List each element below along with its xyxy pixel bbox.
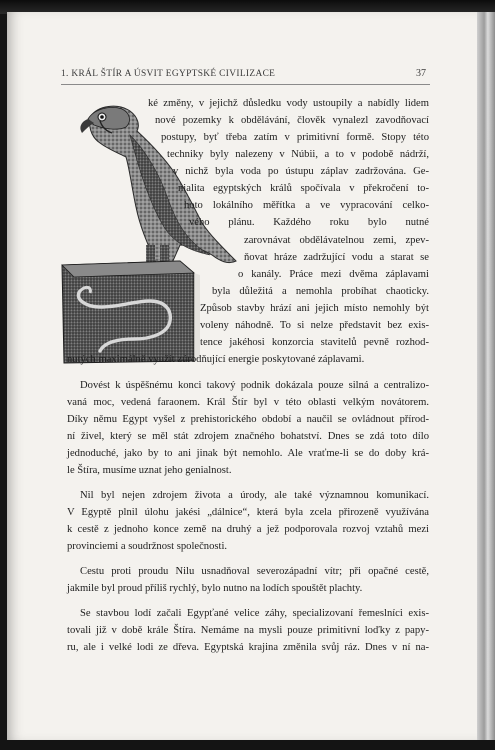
text-line: Cestu proti proudu Nilu usnadňoval severozápadní vítr; při opačné cestě, bbox=[80, 566, 429, 577]
text-line: nutých maximálně využít zúrodňující energie poskytované záplavami. bbox=[67, 354, 365, 365]
text-line: nové pozemky k obdělávání, člověk vynalezl zavodňovací bbox=[155, 115, 429, 126]
text-line: tovali již v době krále Štíra. Nemáme na mysli pouze primitivní loďky z papy- bbox=[67, 625, 429, 636]
header-rule bbox=[61, 84, 430, 85]
text-line: techniky byly nalezeny v Núbii, a to v podobě nádrží, bbox=[167, 149, 429, 160]
text-line: Se stavbou lodí začali Egypťané velice záhy, specializovaní řemeslníci exis- bbox=[80, 608, 429, 619]
text-line: Díky němu Egypt vyšel z prehistorického období a naučil se ovládnout přírod- bbox=[67, 414, 429, 425]
text-line: k cestě z jednoho konce země na druhý a jež podporovala rozvoj vztahů mezi bbox=[67, 524, 429, 535]
text-line: jakmile byl proud příliš rychlý, bylo nutno na lodích spouštět plachty. bbox=[67, 583, 363, 594]
text-line: jednoduché, jako by to ani jinak být nemohlo. Ale vraťme-li se do doby krá- bbox=[67, 448, 429, 459]
text-line: o kanály. Práce mezi dvěma záplavami bbox=[238, 269, 429, 280]
page-number: 37 bbox=[416, 68, 426, 79]
text-line: ké změny, v jejichž důsledku vody ustoupily a nabídly lidem bbox=[148, 98, 429, 109]
running-header-title: 1. KRÁL ŠTÍR A ÚSVIT EGYPTSKÉ CIVILIZACE bbox=[61, 69, 276, 79]
text-line: Způsob stavby hrází ani jejich místo nemohly být bbox=[200, 303, 429, 314]
text-line: le Štíra, musíme uznat jeho genialnost. bbox=[67, 465, 232, 476]
text-line: zarovnávat obdělávatelnou zemi, zpev- bbox=[244, 235, 429, 246]
text-line: ní živel, který se měl stát zdrojem značného bohatství. Dnes se zdá toto dílo bbox=[67, 431, 429, 442]
text-line: ňovat hráze zadržující vodu a starat se bbox=[244, 252, 429, 263]
text-line: vého plánu. Každého roku bylo nutné bbox=[189, 217, 429, 228]
text-line: hoto lokálního měřítka a ve vypracování celko- bbox=[184, 200, 429, 211]
text-line: tence jakéhosi konzorcia stavitelů pevně rozhod- bbox=[200, 337, 429, 348]
text-line: V Egyptě plnil úlohu jakési „dálnice“, která byla zcela přirozeně využívána bbox=[67, 507, 429, 518]
page-edge-stack bbox=[477, 12, 495, 740]
text-line: Dovést k úspěšnému konci takový podnik dokázala pouze silná a centralizo- bbox=[80, 380, 429, 391]
text-line: provinciemi a soudržnost společnosti. bbox=[67, 541, 228, 552]
text-line: vaná moc, vedená faraonem. Král Štír byl v této oblasti velkým novátorem. bbox=[67, 397, 429, 408]
text-line: postupy, byť třeba zatím v primitivní formě. Stopy této bbox=[161, 132, 429, 143]
text-line: nialita egyptských králů spočívala v překročení to- bbox=[178, 183, 429, 194]
text-line: voleny náhodně. To si nelze představit bez exis- bbox=[200, 320, 429, 331]
text-line: byla důležitá a nemohla probíhat chaoticky. bbox=[212, 286, 429, 297]
text-line: Nil byl nejen zdrojem života a úrody, ale také významnou komunikací. bbox=[80, 490, 429, 501]
text-line: v nichž byla voda po ústupu záplav zadržována. Ge- bbox=[173, 166, 429, 177]
text-line: ru, ale i velké lodi ze dřeva. Egyptská krajina změnila svůj ráz. Dnes v ní na- bbox=[67, 642, 429, 653]
